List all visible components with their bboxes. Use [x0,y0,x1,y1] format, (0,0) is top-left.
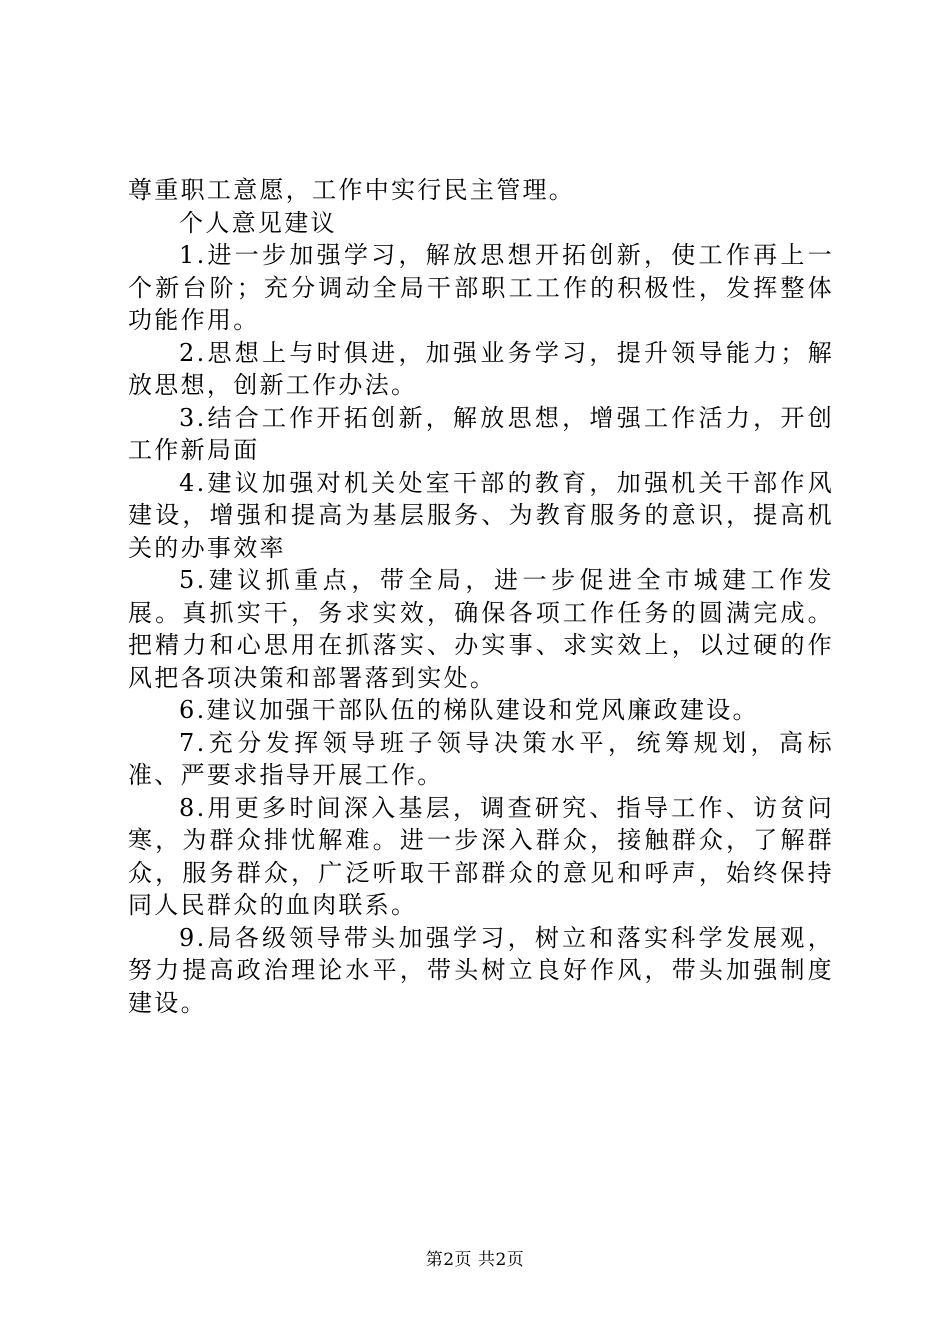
suggestion-item-4: 4.建议加强对机关处室干部的教育，加强机关干部作风建设，增强和提高为基层服务、为教育服务的意识，提高机关的办事效率 [128,468,834,562]
suggestion-item-3: 3.结合工作开拓创新，解放思想，增强工作活力，开创工作新局面 [128,403,834,464]
page-footer: 第2页 共2页 [425,1250,525,1270]
paragraph-intro-end: 尊重职工意愿，工作中实行民主管理。 [128,176,576,204]
suggestion-item-5: 5.建议抓重点，带全局，进一步促进全市城建工作发展。真抓实干，务求实效，确保各项工作任务的圆满完成。把精力和心思用在抓落实、办实事、求实效上，以过硬的作风把各项决策和部署落到实处。 [128,566,834,692]
suggestion-item-1: 1.进一步加强学习，解放思想开拓创新，使工作再上一个新台阶；充分调动全局干部职工工作的积极性，发挥整体功能作用。 [128,241,834,334]
suggestion-item-9: 9.局各级领导带头加强学习，树立和落实科学发展观，努力提高政治理论水平，带头树立良好作风，带头加强制度建设。 [128,923,834,1017]
document-body [128,174,834,1019]
suggestion-item-6: 6.建议加强干部队伍的梯队建设和党风廉政建设。 [179,696,759,724]
suggestion-item-2: 2.思想上与时俱进，加强业务学习，提升领导能力；解放思想，创新工作办法。 [128,338,834,399]
suggestion-item-8: 8.用更多时间深入基层，调查研究、指导工作、访贫问寒，为群众排忧解难。进一步深入群众，接触群众，了解群众，服务群众，广泛听取干部群众的意见和呼声，始终保持同人民群众的血肉联系。 [128,793,834,919]
section-heading: 个人意见建议 [179,208,337,237]
suggestion-item-7: 7.充分发挥领导班子领导决策水平，统筹规划，高标准、严要求指导开展工作。 [128,728,834,789]
